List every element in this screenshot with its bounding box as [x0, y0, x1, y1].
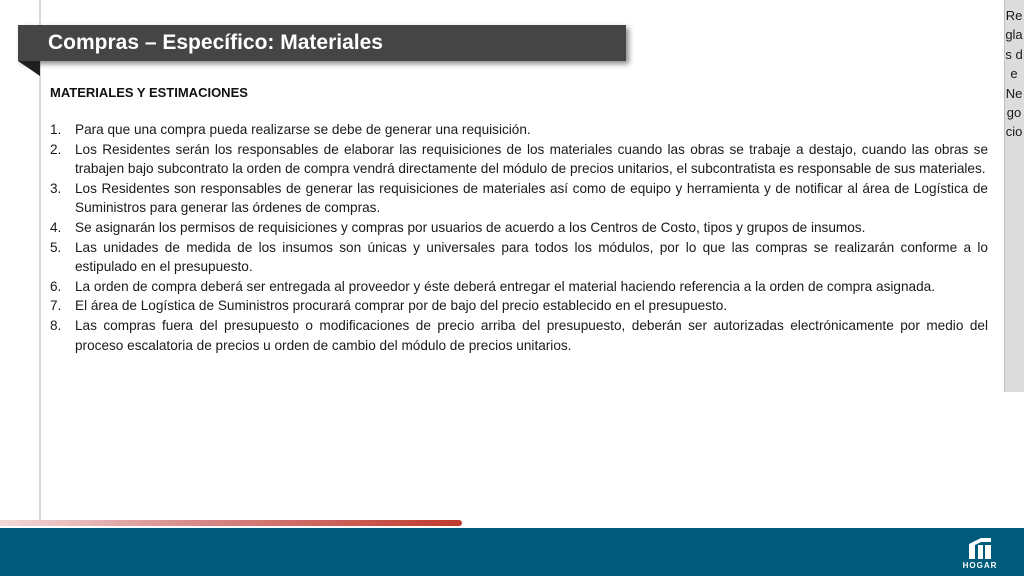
- left-vertical-rule: [39, 0, 41, 522]
- footer-bar: [0, 528, 1024, 576]
- rule-text: Las unidades de medida de los insumos son únicas y universales para todos los módulos, por lo que las compras se realizarán conforme a lo estipulado en el presupuesto.: [75, 239, 988, 275]
- rule-number: 7.: [50, 298, 62, 314]
- hogar-logo: [960, 536, 1000, 572]
- side-tab-label: Reglas de Negocio: [1005, 8, 1023, 140]
- rule-item: [50, 120, 988, 140]
- rule-item: [50, 277, 988, 297]
- rule-text: Los Residentes son responsables de generar las requisiciones de materiales así como de equipo y herramienta y de notificar al área de Logística de Suministros para generar las órdenes de compras.: [75, 180, 988, 216]
- rule-text: El área de Logística de Suministros procurará comprar por de bajo del precio establecido en el presupuesto.: [75, 298, 728, 314]
- rule-number: 6.: [50, 278, 62, 294]
- rule-item: [50, 179, 988, 218]
- rule-text: Se asignarán los permisos de requisiciones y compras por usuarios de acuerdo a los Centros de Costo, tipos y grupos de insumos.: [75, 219, 866, 235]
- rule-number: 1.: [50, 122, 62, 137]
- section-heading: MATERIALES Y ESTIMACIONES: [50, 85, 248, 100]
- rule-text: Los Residentes serán los responsables de elaborar las requisiciones de los materiales cuando las obras se trabaje a destajo, cuando las obras se trabajen bajo subcontrato la orden de compra vendrá directamente del módulo de precios unitarios, el subcontratista es responsable de sus materiales.: [75, 141, 988, 177]
- rule-item: [50, 296, 988, 316]
- rule-number: 8.: [50, 317, 62, 333]
- rule-text: Para que una compra pueda realizarse se debe de generar una requisición.: [75, 122, 531, 137]
- rule-number: 4.: [50, 219, 62, 235]
- title-bar-fold: [18, 61, 40, 76]
- logo-text: HOGAR: [962, 561, 998, 570]
- rule-number: 5.: [50, 239, 62, 255]
- rules-list: [50, 120, 988, 355]
- rule-text: Las compras fuera del presupuesto o modificaciones de precio arriba del presupuesto, deberán ser autorizadas electrónicamente por medio del proceso escalatoria de precios u orden de cambio del módulo de precios unitarios.: [75, 317, 988, 353]
- slide-title: Compras – Específico: Materiales: [48, 31, 383, 54]
- footer-accent-line: [0, 520, 462, 526]
- rule-item: [50, 218, 988, 238]
- rule-number: 2.: [50, 141, 62, 157]
- rule-item: [50, 238, 988, 277]
- rule-item: [50, 316, 988, 355]
- rule-item: [50, 140, 988, 179]
- rule-text: La orden de compra deberá ser entregada al proveedor y éste deberá entregar el material haciendo referencia a la orden de compra asignada.: [75, 278, 935, 294]
- hogar-house-icon: [967, 536, 993, 560]
- rule-number: 3.: [50, 180, 62, 196]
